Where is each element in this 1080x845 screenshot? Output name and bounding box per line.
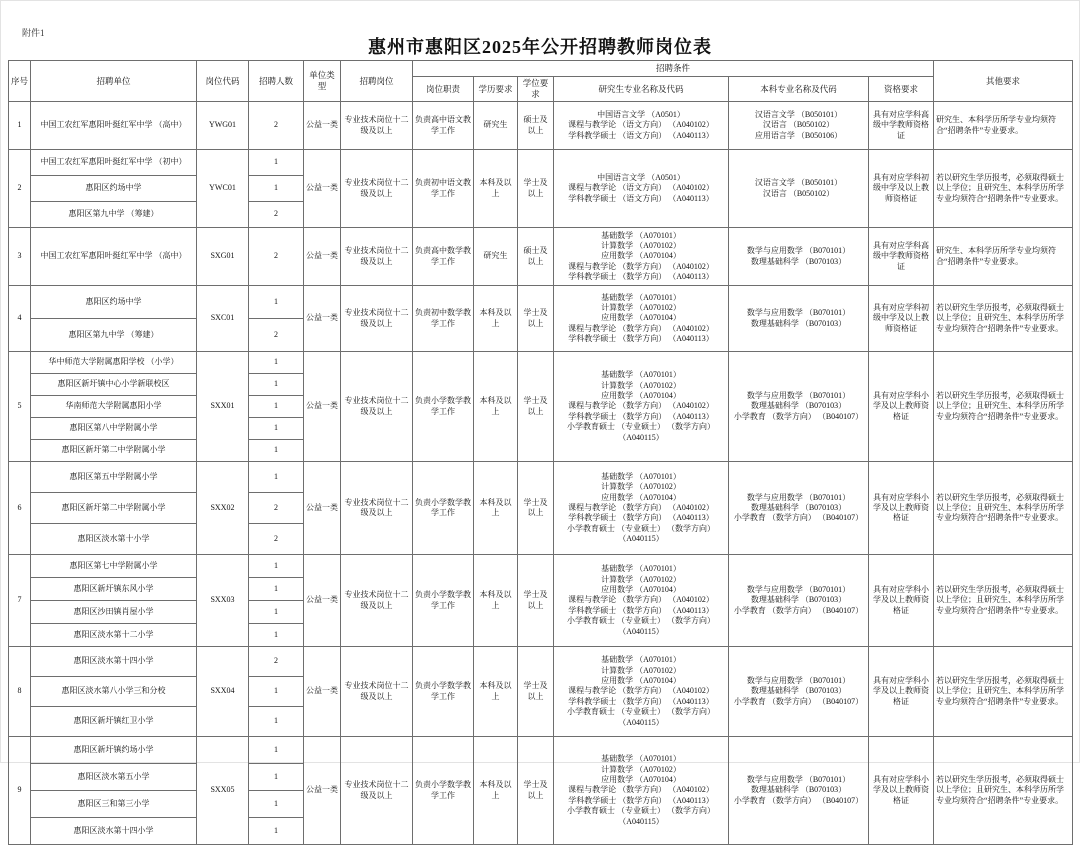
header-other: 其他要求 — [934, 61, 1073, 102]
duty-cell: 负责小学数学教学工作 — [413, 737, 474, 845]
grad-major-cell-line: 计算数学 （A070102） — [601, 241, 681, 250]
count-cell: 2 — [249, 493, 304, 524]
grad-major-cell-line: 应用数学 （A070104） — [601, 585, 681, 594]
grad-major-cell-line: 学科教学硕士 （语文方向） （A040113） — [568, 130, 714, 140]
count-cell: 1 — [249, 396, 304, 418]
grad-major-cell-line: 学科教学硕士 （数学方向） （A040113） — [568, 513, 714, 523]
other-cell: 若以研究生学历报考，必须取得硕士以上学位；且研究生、本科学历所学专业均须符合“招聘条件”专业要求。 — [934, 286, 1073, 352]
count-cell: 1 — [249, 624, 304, 647]
unit-type-cell: 公益一类 — [304, 150, 341, 228]
count-cell: 2 — [249, 319, 304, 352]
grad-major-cell-line: 应用数学 （A070104） — [601, 775, 681, 784]
code-cell: SXX01 — [197, 352, 249, 462]
count-cell: 2 — [249, 102, 304, 150]
qualification-cell: 具有对应学科小学及以上教师资格证 — [869, 555, 934, 647]
grad-major-cell-line: 应用数学 （A070104） — [601, 676, 681, 685]
duty-cell: 负责初中语文教学工作 — [413, 150, 474, 228]
header-no: 序号 — [9, 61, 31, 102]
school-cell: 惠阳区第九中学 （筹建） — [31, 319, 197, 352]
duty-cell: 负责高中语文教学工作 — [413, 102, 474, 150]
qualification-cell: 具有对应学科初级中学及以上教师资格证 — [869, 150, 934, 228]
school-cell: 惠阳区淡水第十小学 — [31, 524, 197, 555]
undergrad-major-cell-line: 数理基础科学 （B070103） — [750, 256, 847, 266]
other-cell: 研究生、本科学历所学专业均须符合“招聘条件”专业要求。 — [934, 102, 1073, 150]
edu-cell: 本科及以上 — [474, 150, 518, 228]
header-count: 招聘人数 — [249, 61, 304, 102]
header-unit-type: 单位类型 — [304, 61, 341, 102]
header-qualification: 资格要求 — [869, 77, 934, 102]
school-cell: 惠阳区第八中学附属小学 — [31, 418, 197, 440]
grad-major-cell — [554, 352, 729, 462]
grad-major-cell-line: 应用数学 （A070104） — [601, 492, 681, 502]
grad-major-cell — [554, 555, 729, 647]
grad-major-cell-line: （A040115） — [618, 626, 664, 636]
table-row — [9, 737, 1073, 764]
grad-major-cell-line: 课程与教学论 （数学方向） （A040102） — [568, 323, 714, 333]
serial-cell: 1 — [9, 102, 31, 150]
grad-major-cell-line: 小学教育硕士 （专业硕士） （数学方向） — [567, 806, 715, 816]
serial-cell: 4 — [9, 286, 31, 352]
code-cell: SXX05 — [197, 737, 249, 845]
grad-major-cell-line: 课程与教学论 （数学方向） （A040102） — [568, 595, 714, 605]
undergrad-major-cell-line: 应用语言学 （B050106） — [754, 130, 843, 140]
edu-cell: 本科及以上 — [474, 352, 518, 462]
qualification-cell: 具有对应学科小学及以上教师资格证 — [869, 737, 934, 845]
undergrad-major-cell-line: 数学与应用数学 （B070101） — [746, 775, 851, 784]
grad-major-cell-line: 计算数学 （A070102） — [601, 764, 681, 774]
grad-major-cell-line: 课程与教学论 （数学方向） （A040102） — [568, 401, 714, 411]
grad-major-cell-line: 学科教学硕士 （数学方向） （A040113） — [568, 272, 714, 282]
school-cell: 惠阳区新圩镇东风小学 — [31, 578, 197, 601]
table-row — [9, 228, 1073, 286]
grad-major-cell-line: 计算数学 （A070102） — [601, 574, 681, 584]
undergrad-major-cell — [729, 462, 869, 555]
table-row — [9, 555, 1073, 578]
code-cell: YWG01 — [197, 102, 249, 150]
degree-cell: 学士及以上 — [518, 737, 554, 845]
grad-major-cell-line: 基础数学 （A070101） — [601, 370, 681, 380]
grad-major-cell-line: 课程与教学论 （数学方向） （A040102） — [568, 502, 714, 512]
count-cell: 1 — [249, 462, 304, 493]
unit-type-cell: 公益一类 — [304, 462, 341, 555]
undergrad-major-cell — [729, 228, 869, 286]
post-cell: 专业技术岗位十二级及以上 — [341, 555, 413, 647]
grad-major-cell-line: 计算数学 （A070102） — [601, 665, 681, 675]
qualification-cell: 具有对应学科小学及以上教师资格证 — [869, 462, 934, 555]
undergrad-major-cell — [729, 647, 869, 737]
school-cell: 惠阳区淡水第八小学三和分校 — [31, 677, 197, 707]
unit-type-cell: 公益一类 — [304, 352, 341, 462]
count-cell: 2 — [249, 228, 304, 286]
school-cell: 惠阳区沙田镇肖屋小学 — [31, 601, 197, 624]
serial-cell: 8 — [9, 647, 31, 737]
code-cell: SXC01 — [197, 286, 249, 352]
serial-cell: 9 — [9, 737, 31, 845]
header-code: 岗位代码 — [197, 61, 249, 102]
degree-cell: 学士及以上 — [518, 462, 554, 555]
other-cell: 若以研究生学历报考，必须取得硕士以上学位；且研究生、本科学历所学专业均须符合“招聘条件”专业要求。 — [934, 462, 1073, 555]
code-cell: SXX03 — [197, 555, 249, 647]
edu-cell: 研究生 — [474, 228, 518, 286]
unit-type-cell: 公益一类 — [304, 555, 341, 647]
school-cell: 惠阳区淡水第十四小学 — [31, 647, 197, 677]
other-cell: 若以研究生学历报考，必须取得硕士以上学位；且研究生、本科学历所学专业均须符合“招聘条件”专业要求。 — [934, 647, 1073, 737]
post-cell: 专业技术岗位十二级及以上 — [341, 228, 413, 286]
count-cell: 1 — [249, 352, 304, 374]
grad-major-cell-line: 计算数学 （A070102） — [601, 380, 681, 390]
post-cell: 专业技术岗位十二级及以上 — [341, 647, 413, 737]
duty-cell: 负责高中数学教学工作 — [413, 228, 474, 286]
other-cell: 若以研究生学历报考，必须取得硕士以上学位；且研究生、本科学历所学专业均须符合“招聘条件”专业要求。 — [934, 737, 1073, 845]
undergrad-major-cell-line: 数理基础科学 （B070103） — [750, 401, 847, 411]
grad-major-cell-line: 课程与教学论 （数学方向） （A040102） — [568, 785, 714, 795]
degree-cell: 学士及以上 — [518, 352, 554, 462]
school-cell: 惠阳区第七中学附属小学 — [31, 555, 197, 578]
grad-major-cell-line: 小学教育硕士 （专业硕士） （数学方向） — [567, 422, 715, 432]
table-row — [9, 647, 1073, 677]
count-cell: 1 — [249, 150, 304, 176]
grad-major-cell-line: 中国语言文学 （A0501） — [597, 110, 685, 119]
table-body — [9, 102, 1073, 845]
school-cell: 惠阳区新圩第二中学附属小学 — [31, 440, 197, 462]
count-cell: 1 — [249, 791, 304, 818]
grad-major-cell-line: 学科教学硕士 （数学方向） （A040113） — [568, 605, 714, 615]
code-cell: SXX02 — [197, 462, 249, 555]
school-cell: 华南师范大学附属惠阳小学 — [31, 396, 197, 418]
header-undergrad-major: 本科专业名称及代码 — [729, 77, 869, 102]
count-cell: 1 — [249, 578, 304, 601]
serial-cell: 5 — [9, 352, 31, 462]
grad-major-cell-line: （A040115） — [618, 717, 664, 727]
count-cell: 1 — [249, 818, 304, 845]
edu-cell: 研究生 — [474, 102, 518, 150]
edu-cell: 本科及以上 — [474, 737, 518, 845]
undergrad-major-cell — [729, 555, 869, 647]
grad-major-cell-line: 基础数学 （A070101） — [601, 655, 681, 665]
undergrad-major-cell-line: 小学教育 （数学方向） （B040107） — [733, 795, 864, 805]
undergrad-major-cell-line: 数学与应用数学 （B070101） — [746, 246, 851, 256]
duty-cell: 负责初中数学教学工作 — [413, 286, 474, 352]
count-cell: 1 — [249, 764, 304, 791]
grad-major-cell-line: 学科教学硕士 （数学方向） （A040113） — [568, 696, 714, 706]
grad-major-cell — [554, 737, 729, 845]
grad-major-cell-line: 应用数学 （A070104） — [601, 313, 681, 323]
table-row — [9, 286, 1073, 319]
serial-cell: 7 — [9, 555, 31, 647]
school-cell: 惠阳区新圩镇中心小学新联校区 — [31, 374, 197, 396]
undergrad-major-cell-line: 数学与应用数学 （B070101） — [746, 492, 851, 502]
grad-major-cell-line: 学科教学硕士 （语文方向） （A040113） — [568, 193, 714, 203]
school-cell: 惠阳区约场中学 — [31, 176, 197, 202]
undergrad-major-cell-line: 数学与应用数学 （B070101） — [746, 308, 851, 318]
duty-cell: 负责小学数学教学工作 — [413, 462, 474, 555]
school-cell: 中国工农红军惠阳叶挺红军中学 （初中） — [31, 150, 197, 176]
grad-major-cell-line: （A040115） — [618, 534, 664, 544]
unit-type-cell: 公益一类 — [304, 737, 341, 845]
post-cell: 专业技术岗位十二级及以上 — [341, 737, 413, 845]
count-cell: 2 — [249, 524, 304, 555]
count-cell: 1 — [249, 176, 304, 202]
school-cell: 惠阳区淡水第十四小学 — [31, 818, 197, 845]
table-row — [9, 102, 1073, 150]
duty-cell: 负责小学数学教学工作 — [413, 352, 474, 462]
school-cell: 惠阳区约场中学 — [31, 286, 197, 319]
other-cell: 研究生、本科学历所学专业均须符合“招聘条件”专业要求。 — [934, 228, 1073, 286]
degree-cell: 硕士及以上 — [518, 228, 554, 286]
attachment-label: 附件1 — [22, 28, 45, 38]
qualification-cell: 具有对应学科高级中学教师资格证 — [869, 102, 934, 150]
edu-cell: 本科及以上 — [474, 286, 518, 352]
undergrad-major-cell-line: 数理基础科学 （B070103） — [750, 502, 847, 512]
degree-cell: 硕士及以上 — [518, 102, 554, 150]
header-duty: 岗位职责 — [413, 77, 474, 102]
count-cell: 1 — [249, 601, 304, 624]
header-unit: 招聘单位 — [31, 61, 197, 102]
qualification-cell: 具有对应学科初级中学及以上教师资格证 — [869, 286, 934, 352]
qualification-cell: 具有对应学科高级中学教师资格证 — [869, 228, 934, 286]
unit-type-cell: 公益一类 — [304, 102, 341, 150]
undergrad-major-cell — [729, 102, 869, 150]
edu-cell: 本科及以上 — [474, 462, 518, 555]
grad-major-cell-line: 中国语言文学 （A0501） — [597, 173, 685, 182]
undergrad-major-cell-line: 汉语言 （B050102） — [762, 188, 835, 198]
grad-major-cell-line: 学科教学硕士 （数学方向） （A040113） — [568, 795, 714, 805]
grad-major-cell-line: 基础数学 （A070101） — [601, 754, 681, 764]
grad-major-cell-line: 计算数学 （A070102） — [601, 303, 681, 312]
post-cell: 专业技术岗位十二级及以上 — [341, 352, 413, 462]
count-cell: 1 — [249, 440, 304, 462]
school-cell: 惠阳区第五中学附属小学 — [31, 462, 197, 493]
undergrad-major-cell-line: 数学与应用数学 （B070101） — [746, 585, 851, 594]
grad-major-cell-line: 课程与教学论 （数学方向） （A040102） — [568, 686, 714, 696]
duty-cell: 负责小学数学教学工作 — [413, 647, 474, 737]
grad-major-cell — [554, 102, 729, 150]
qualification-cell: 具有对应学科小学及以上教师资格证 — [869, 352, 934, 462]
serial-cell: 3 — [9, 228, 31, 286]
degree-cell: 学士及以上 — [518, 647, 554, 737]
qualification-cell: 具有对应学科小学及以上教师资格证 — [869, 647, 934, 737]
school-cell: 惠阳区第九中学 （筹建） — [31, 202, 197, 228]
serial-cell: 2 — [9, 150, 31, 228]
grad-major-cell-line: 计算数学 （A070102） — [601, 482, 681, 492]
school-cell: 中国工农红军惠阳叶挺红军中学 （高中） — [31, 228, 197, 286]
code-cell: SXG01 — [197, 228, 249, 286]
recruitment-table — [8, 60, 1073, 845]
count-cell: 1 — [249, 286, 304, 319]
undergrad-major-cell — [729, 352, 869, 462]
grad-major-cell-line: 基础数学 （A070101） — [601, 230, 681, 240]
undergrad-major-cell-line: 汉语言文学 （B050101） — [754, 178, 843, 188]
post-cell: 专业技术岗位十二级及以上 — [341, 102, 413, 150]
header-post: 招聘岗位 — [341, 61, 413, 102]
school-cell: 中国工农红军惠阳叶挺红军中学 （高中） — [31, 102, 197, 150]
undergrad-major-cell-line: 数学与应用数学 （B070101） — [746, 676, 851, 685]
grad-major-cell-line: 小学教育硕士 （专业硕士） （数学方向） — [567, 707, 715, 717]
grad-major-cell — [554, 647, 729, 737]
unit-type-cell: 公益一类 — [304, 647, 341, 737]
table-row — [9, 462, 1073, 493]
count-cell: 1 — [249, 418, 304, 440]
grad-major-cell-line: 应用数学 （A070104） — [601, 251, 681, 261]
grad-major-cell-line: 学科教学硕士 （数学方向） （A040113） — [568, 334, 714, 344]
edu-cell: 本科及以上 — [474, 555, 518, 647]
grad-major-cell — [554, 462, 729, 555]
post-cell: 专业技术岗位十二级及以上 — [341, 286, 413, 352]
undergrad-major-cell-line: 数理基础科学 （B070103） — [750, 595, 847, 605]
header-row-1 — [9, 61, 1073, 77]
grad-major-cell — [554, 228, 729, 286]
page-title: 惠州市惠阳区2025年公开招聘教师岗位表 — [368, 37, 712, 57]
header-conditions: 招聘条件 — [413, 61, 934, 77]
grad-major-cell-line: 小学教育硕士 （专业硕士） （数学方向） — [567, 616, 715, 626]
grad-major-cell-line: 课程与教学论 （数学方向） （A040102） — [568, 261, 714, 271]
undergrad-major-cell-line: 数理基础科学 （B070103） — [750, 785, 847, 795]
undergrad-major-cell-line: 数学与应用数学 （B070101） — [746, 391, 851, 400]
school-cell: 惠阳区淡水第五小学 — [31, 764, 197, 791]
undergrad-major-cell — [729, 737, 869, 845]
grad-major-cell-line: 课程与教学论 （语文方向） （A040102） — [568, 183, 714, 193]
unit-type-cell: 公益一类 — [304, 228, 341, 286]
serial-cell: 6 — [9, 462, 31, 555]
undergrad-major-cell-line: 小学教育 （数学方向） （B040107） — [733, 411, 864, 421]
grad-major-cell-line: 小学教育硕士 （专业硕士） （数学方向） — [567, 523, 715, 533]
count-cell: 1 — [249, 737, 304, 764]
count-cell: 1 — [249, 555, 304, 578]
duty-cell: 负责小学数学教学工作 — [413, 555, 474, 647]
code-cell: SXX04 — [197, 647, 249, 737]
school-cell: 惠阳区新圩镇红卫小学 — [31, 707, 197, 737]
grad-major-cell-line: 课程与教学论 （语文方向） （A040102） — [568, 120, 714, 130]
code-cell: YWC01 — [197, 150, 249, 228]
grad-major-cell-line: 基础数学 （A070101） — [601, 292, 681, 302]
degree-cell: 学士及以上 — [518, 150, 554, 228]
edu-cell: 本科及以上 — [474, 647, 518, 737]
degree-cell: 学士及以上 — [518, 286, 554, 352]
undergrad-major-cell-line: 汉语言 （B050102） — [762, 120, 835, 130]
header-edu: 学历要求 — [474, 77, 518, 102]
undergrad-major-cell-line: 数理基础科学 （B070103） — [750, 686, 847, 696]
count-cell: 2 — [249, 202, 304, 228]
undergrad-major-cell — [729, 150, 869, 228]
post-cell: 专业技术岗位十二级及以上 — [341, 150, 413, 228]
table-row — [9, 352, 1073, 374]
grad-major-cell-line: （A040115） — [618, 432, 664, 442]
school-cell: 惠阳区新圩第二中学附属小学 — [31, 493, 197, 524]
undergrad-major-cell — [729, 286, 869, 352]
other-cell: 若以研究生学历报考，必须取得硕士以上学位；且研究生、本科学历所学专业均须符合“招聘条件”专业要求。 — [934, 352, 1073, 462]
grad-major-cell-line: 学科教学硕士 （数学方向） （A040113） — [568, 411, 714, 421]
other-cell: 若以研究生学历报考，必须取得硕士以上学位；且研究生、本科学历所学专业均须符合“招聘条件”专业要求。 — [934, 555, 1073, 647]
grad-major-cell-line: 应用数学 （A070104） — [601, 391, 681, 400]
grad-major-cell-line: 基础数学 （A070101） — [601, 564, 681, 574]
undergrad-major-cell-line: 小学教育 （数学方向） （B040107） — [733, 696, 864, 706]
undergrad-major-cell-line: 数理基础科学 （B070103） — [750, 318, 847, 328]
count-cell: 2 — [249, 647, 304, 677]
grad-major-cell-line: （A040115） — [618, 816, 664, 826]
post-cell: 专业技术岗位十二级及以上 — [341, 462, 413, 555]
school-cell: 华中师范大学附属惠阳学校 （小学） — [31, 352, 197, 374]
count-cell: 1 — [249, 707, 304, 737]
grad-major-cell — [554, 286, 729, 352]
undergrad-major-cell-line: 汉语言文学 （B050101） — [754, 110, 843, 119]
school-cell: 惠阳区新圩镇约场小学 — [31, 737, 197, 764]
undergrad-major-cell-line: 小学教育 （数学方向） （B040107） — [733, 605, 864, 615]
other-cell: 若以研究生学历报考，必须取得硕士以上学位；且研究生、本科学历所学专业均须符合“招聘条件”专业要求。 — [934, 150, 1073, 228]
degree-cell: 学士及以上 — [518, 555, 554, 647]
grad-major-cell-line: 基础数学 （A070101） — [601, 471, 681, 481]
school-cell: 惠阳区三和第三小学 — [31, 791, 197, 818]
count-cell: 1 — [249, 374, 304, 396]
grad-major-cell — [554, 150, 729, 228]
unit-type-cell: 公益一类 — [304, 286, 341, 352]
header-degree: 学位要求 — [518, 77, 554, 102]
school-cell: 惠阳区淡水第十二小学 — [31, 624, 197, 647]
table-row — [9, 150, 1073, 176]
count-cell: 1 — [249, 677, 304, 707]
header-grad-major: 研究生专业名称及代码 — [554, 77, 729, 102]
undergrad-major-cell-line: 小学教育 （数学方向） （B040107） — [733, 513, 864, 523]
